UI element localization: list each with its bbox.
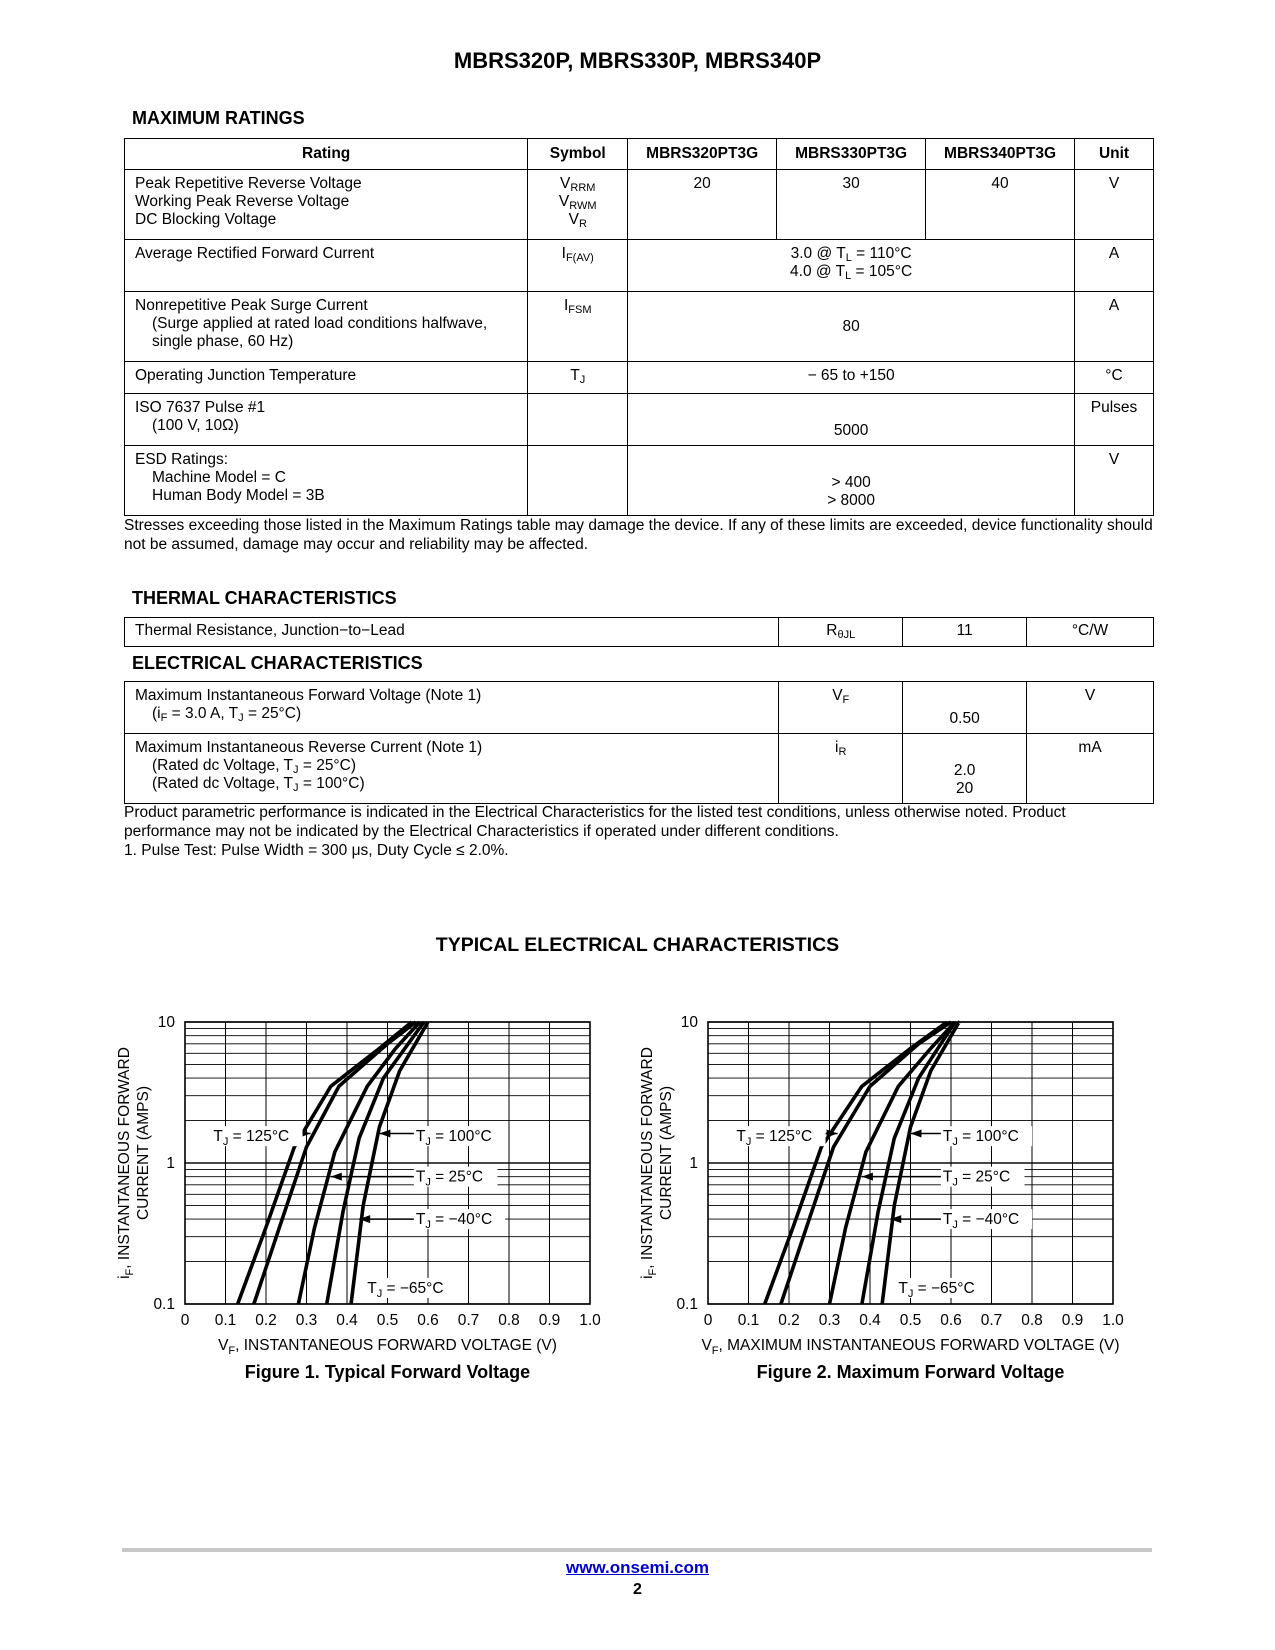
- rating-line: Peak Repetitive Reverse Voltage: [135, 175, 362, 192]
- table-row: [125, 240, 1154, 292]
- value-line: > 8000: [827, 492, 876, 509]
- x-tick-label: 0.5: [376, 1312, 399, 1329]
- value-cell: 0.50: [903, 682, 1027, 734]
- thermal-value: 11: [903, 618, 1027, 647]
- symbol-cell: [528, 446, 628, 516]
- value-line: 20: [956, 780, 974, 797]
- max-ratings-heading: MAXIMUM RATINGS: [132, 108, 305, 128]
- figure-caption: Figure 1. Typical Forward Voltage: [244, 1362, 531, 1382]
- curve-label: $T_J = 25^\circ C$: [942, 1168, 1011, 1189]
- y-axis-title-line2: CURRENT (AMPS): [135, 1085, 152, 1221]
- symbol-vr: $V_R$: [568, 211, 587, 230]
- y-tick-label: 10: [680, 1014, 698, 1031]
- unit-cell: mA: [1027, 734, 1154, 804]
- col-mbrs340: MBRS340PT3G: [926, 139, 1075, 170]
- max-ratings-table: [124, 138, 1154, 516]
- param-line: ($i_F = 3.0$ A, $T_J = 25^\circ C$): [152, 705, 302, 724]
- thermal-table: [124, 617, 1154, 647]
- rating-cell: [125, 292, 528, 362]
- arrow-head: [379, 1129, 390, 1137]
- curve-label: $T_J = 25^\circ C$: [415, 1168, 484, 1189]
- rating-line: Nonrepetitive Peak Surge Current: [135, 297, 368, 314]
- value-340: 40: [926, 170, 1075, 240]
- x-tick-label: 0.9: [538, 1312, 561, 1329]
- x-tick-label: 0.4: [336, 1312, 358, 1329]
- x-tick-label: 0: [703, 1312, 713, 1329]
- x-axis-title: $V_F$, INSTANTANEOUS FORWARD VOLTAGE (V): [218, 1337, 557, 1357]
- y-tick-label: 10: [157, 1014, 175, 1031]
- curve-label: $T_J = 100^\circ C$: [942, 1128, 1019, 1149]
- thermal-symbol: $R_{\theta JL}$: [779, 618, 903, 647]
- document-title: MBRS320P, MBRS330P, MBRS340P: [453, 48, 822, 73]
- x-tick-label: 0.4: [859, 1312, 881, 1329]
- x-tick-label: 0: [180, 1312, 190, 1329]
- y-tick-label: 1: [166, 1155, 175, 1172]
- y-axis-title: $i_F$, INSTANTANEOUS FORWARD: [639, 1047, 659, 1279]
- rating-line: Working Peak Reverse Voltage: [135, 193, 350, 210]
- pulse-footnote: 1. Pulse Test: Pulse Width = 300 μs, Duty Cycle ≤ 2.0%.: [124, 842, 509, 859]
- table-row: [125, 682, 1154, 734]
- value-cell: 5000: [628, 394, 1075, 446]
- rating-line: (Surge applied at rated load conditions halfwave,: [152, 315, 488, 332]
- unit-cell: V: [1075, 170, 1154, 240]
- unit-cell: V: [1027, 682, 1154, 734]
- x-tick-label: 0.6: [417, 1312, 439, 1329]
- unit-cell: A: [1075, 292, 1154, 362]
- value-cell: − 65 to +150: [628, 362, 1075, 394]
- thermal-unit: °C/W: [1027, 618, 1154, 647]
- param-line: (Rated dc Voltage, $T_J = 25^\circ C$): [152, 757, 356, 776]
- x-tick-label: 0.6: [940, 1312, 962, 1329]
- x-tick-label: 0.7: [980, 1312, 1003, 1329]
- unit-cell: V: [1075, 446, 1154, 516]
- x-tick-label: 0.9: [1061, 1312, 1084, 1329]
- symbol-vrrm: $V_{RRM}$: [560, 175, 596, 194]
- symbol-cell: $V_F$: [779, 682, 903, 734]
- parametric-note: Product parametric performance is indicated in the Electrical Characteristics for the listed test conditions, unless otherwise noted. Product performance may not be indicated by the Electrical Characteristics if operated under different conditions.: [124, 804, 1066, 840]
- symbol-cell: [528, 394, 628, 446]
- table-row: [125, 292, 1154, 362]
- arrow-head: [331, 1173, 342, 1181]
- figure-1-chart: [110, 1000, 630, 1395]
- symbol-cell: [528, 170, 628, 240]
- curve-label: $T_J = -40^\circ C$: [415, 1211, 493, 1232]
- table-row: [125, 362, 1154, 394]
- x-tick-label: 0.3: [295, 1312, 318, 1329]
- rating-line: Human Body Model = 3B: [152, 487, 325, 504]
- table-row: [125, 446, 1154, 516]
- x-tick-label: 1.0: [579, 1312, 601, 1329]
- value-cell: 80: [628, 292, 1075, 362]
- table-row: [125, 618, 1154, 647]
- unit-cell: Pulses: [1075, 394, 1154, 446]
- param-cell: [125, 682, 779, 734]
- value-320: 20: [628, 170, 777, 240]
- rating-line: (100 V, 10Ω): [152, 417, 239, 434]
- arrow-head: [911, 1129, 922, 1137]
- table-row: [125, 734, 1154, 804]
- param-line: (Rated dc Voltage, $T_J = 100^\circ C$): [152, 775, 365, 794]
- rating-cell: [125, 394, 528, 446]
- param-cell: [125, 734, 779, 804]
- unit-cell: °C: [1075, 362, 1154, 394]
- symbol-cell: $I_{F(AV)}$: [528, 240, 628, 292]
- param-line: Maximum Instantaneous Reverse Current (Note 1): [135, 739, 483, 756]
- symbol-cell: $I_{FSM}$: [528, 292, 628, 362]
- table-row: [125, 394, 1154, 446]
- unit-cell: A: [1075, 240, 1154, 292]
- col-unit: Unit: [1075, 139, 1154, 170]
- page-number: 2: [633, 1581, 642, 1598]
- value-line: 2.0: [953, 762, 976, 779]
- x-tick-label: 0.1: [737, 1312, 760, 1329]
- param-line: Maximum Instantaneous Forward Voltage (Note 1): [135, 687, 482, 704]
- value-cell: [903, 734, 1027, 804]
- rating-line: single phase, 60 Hz): [152, 333, 294, 350]
- table-header-row: [125, 139, 1154, 170]
- rating-line: Machine Model = C: [152, 469, 286, 486]
- figure-2-chart: [635, 1000, 1155, 1395]
- value-line: 3.0 @ $T_L = 110^\circ C$: [790, 245, 912, 264]
- symbol-vrwm: $V_{RWM}$: [558, 193, 597, 212]
- rating-line: ISO 7637 Pulse #1: [135, 399, 266, 416]
- col-mbrs330: MBRS330PT3G: [777, 139, 926, 170]
- x-tick-label: 0.8: [498, 1312, 520, 1329]
- stress-note: Stresses exceeding those listed in the Maximum Ratings table may damage the device. If any of these limits are exceeded, device functionality should not be assumed, damage may occur and reliability may be affected.: [124, 517, 1153, 553]
- value-330: 30: [777, 170, 926, 240]
- value-line: 4.0 @ $T_L = 105^\circ C$: [790, 263, 913, 282]
- thermal-heading: THERMAL CHARACTERISTICS: [132, 588, 397, 608]
- x-tick-label: 0.1: [214, 1312, 237, 1329]
- rating-line: ESD Ratings:: [135, 451, 229, 468]
- symbol-cell: $T_J$: [528, 362, 628, 394]
- figure-caption: Figure 2. Maximum Forward Voltage: [756, 1362, 1065, 1382]
- x-axis-title: $V_F$, MAXIMUM INSTANTANEOUS FORWARD VOLTAGE (V): [701, 1337, 1120, 1357]
- x-tick-label: 0.2: [778, 1312, 800, 1329]
- thermal-label: Thermal Resistance, Junction−to−Lead: [125, 618, 779, 647]
- curve-label: $T_J = 100^\circ C$: [415, 1128, 492, 1149]
- electrical-heading: ELECTRICAL CHARACTERISTICS: [132, 653, 423, 673]
- electrical-table: [124, 681, 1154, 804]
- x-tick-label: 0.7: [457, 1312, 480, 1329]
- curve-label: $T_J = -65^\circ C$: [898, 1279, 975, 1300]
- y-axis-title: $i_F$, INSTANTANEOUS FORWARD: [116, 1047, 136, 1279]
- x-tick-label: 0.3: [818, 1312, 841, 1329]
- col-symbol: Symbol: [528, 139, 628, 170]
- y-tick-label: 0.1: [676, 1296, 698, 1313]
- footer-divider: [122, 1548, 1152, 1552]
- rating-cell: Operating Junction Temperature: [125, 362, 528, 394]
- footer-website-link[interactable]: www.onsemi.com: [566, 1558, 709, 1577]
- curve-label: $T_J = 125^\circ C$: [736, 1128, 813, 1149]
- charts-heading: TYPICAL ELECTRICAL CHARACTERISTICS: [435, 934, 840, 956]
- rating-line: DC Blocking Voltage: [135, 211, 277, 228]
- curve-label: $T_J = -40^\circ C$: [942, 1211, 1020, 1232]
- symbol-cell: $i_R$: [779, 734, 903, 804]
- y-axis-title-line2: CURRENT (AMPS): [658, 1085, 675, 1221]
- table-row: [125, 170, 1154, 240]
- col-mbrs320: MBRS320PT3G: [628, 139, 777, 170]
- y-tick-label: 1: [689, 1155, 698, 1172]
- rating-cell: Average Rectified Forward Current: [125, 240, 528, 292]
- y-tick-label: 0.1: [153, 1296, 175, 1313]
- value-cell: [628, 240, 1075, 292]
- value-cell: [628, 446, 1075, 516]
- x-tick-label: 0.8: [1021, 1312, 1043, 1329]
- x-tick-label: 0.5: [899, 1312, 922, 1329]
- col-rating: Rating: [125, 139, 528, 170]
- x-tick-label: 0.2: [255, 1312, 277, 1329]
- rating-cell: [125, 446, 528, 516]
- value-line: > 400: [831, 474, 871, 491]
- curve-label: $T_J = -65^\circ C$: [367, 1279, 444, 1300]
- rating-cell: [125, 170, 528, 240]
- arrow-head: [862, 1173, 873, 1181]
- x-tick-label: 1.0: [1102, 1312, 1124, 1329]
- curve-label: $T_J = 125^\circ C$: [213, 1128, 290, 1149]
